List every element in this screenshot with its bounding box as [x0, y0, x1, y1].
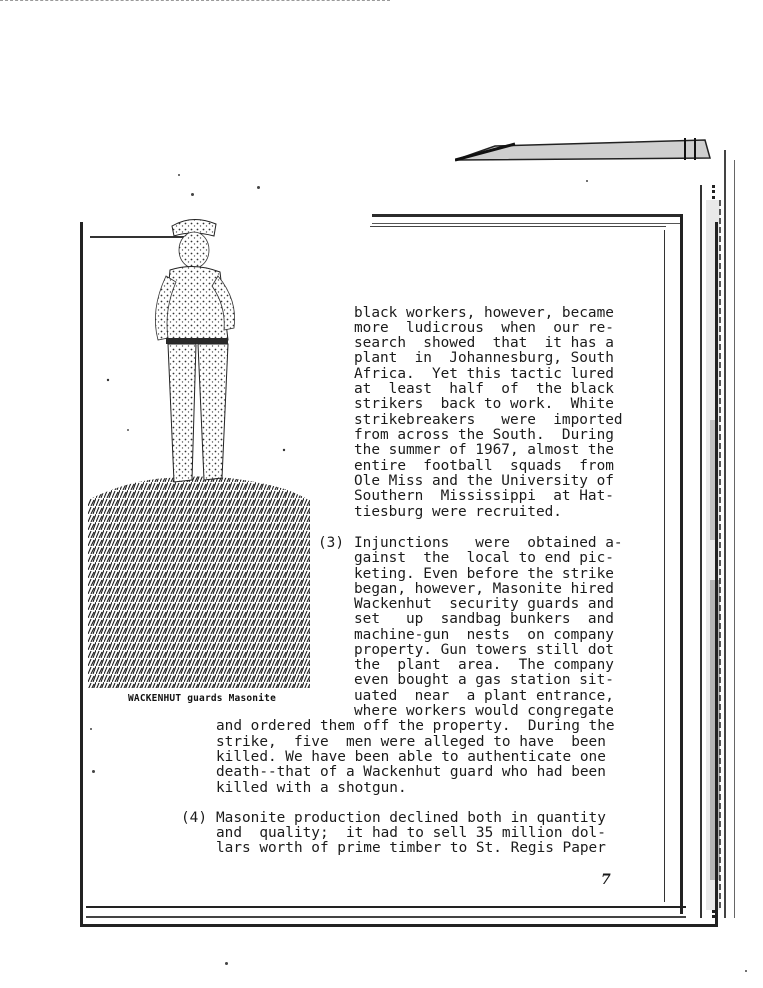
text-line: gainst the local to end pic-	[354, 550, 614, 566]
inner-page-top-rule-2	[370, 226, 666, 227]
photocopy-speck	[178, 174, 180, 176]
text-line: plant in Johannesburg, South	[354, 350, 614, 366]
text-line: entire football squads from	[354, 458, 614, 474]
text-line: keting. Even before the strike	[354, 566, 614, 582]
text-line: lars worth of prime timber to St. Regis Paper	[216, 840, 606, 856]
text-line: from across the South. During	[354, 427, 614, 443]
text-line: began, however, Masonite hired	[354, 581, 614, 597]
stack-edge-4	[734, 160, 735, 918]
photocopy-speck	[257, 186, 260, 189]
text-line: Africa. Yet this tactic lured	[354, 366, 614, 382]
guard-photograph	[88, 210, 310, 688]
page-stack-top-wedge	[455, 136, 715, 162]
text-line: strikers back to work. White	[354, 396, 614, 412]
photocopy-speck	[586, 180, 588, 182]
text-line: the summer of 1967, almost the	[354, 442, 614, 458]
text-line: black workers, however, became	[354, 305, 614, 321]
text-line: tiesburg were recruited.	[354, 504, 562, 520]
inner-page-bottom-rule	[86, 906, 686, 918]
inner-page-top-rule	[372, 214, 682, 224]
photocopy-speck	[92, 770, 95, 773]
text-line: at least half of the black	[354, 381, 614, 397]
text-line: set up sandbag bunkers and	[354, 611, 614, 627]
text-line: the plant area. The company	[354, 657, 614, 673]
text-line: Ole Miss and the University of	[354, 473, 614, 489]
text-line: and ordered them off the property. During the	[216, 718, 615, 734]
text-line: machine-gun nests on company	[354, 627, 614, 643]
list-marker: (3)	[318, 535, 344, 551]
photo-caption: WACKENHUT guards Masonite	[128, 693, 276, 704]
inner-page-right-rule	[680, 214, 683, 914]
text-line: property. Gun towers still dot	[354, 642, 614, 658]
text-line: death--that of a Wackenhut guard who had been	[216, 764, 606, 780]
text-line: Injunctions were obtained a-	[354, 535, 623, 551]
photocopy-speck	[191, 193, 194, 196]
text-line: uated near a plant entrance,	[354, 688, 614, 704]
photocopy-speck	[745, 970, 747, 972]
top-dashed-rule	[0, 0, 390, 1]
text-line: killed. We have been able to authenticate one	[216, 749, 606, 765]
text-line: strike, five men were alleged to have been	[216, 734, 606, 750]
text-line: killed with a shotgun.	[216, 780, 407, 796]
page-number: 7	[601, 872, 611, 888]
text-line: Masonite production declined both in quantity	[216, 810, 606, 826]
list-marker: (4)	[181, 810, 207, 826]
text-line: even bought a gas station sit-	[354, 672, 614, 688]
text-line: and quality; it had to sell 35 million dol-	[216, 825, 606, 841]
inner-page-right-rule-2	[664, 230, 665, 902]
text-line: Wackenhut security guards and	[354, 596, 614, 612]
photocopy-speck	[225, 962, 228, 965]
text-line: more ludicrous when our re-	[354, 320, 614, 336]
text-line: where workers would congregate	[354, 703, 614, 719]
text-line: strikebreakers were imported	[354, 412, 623, 428]
photocopy-speck	[90, 728, 92, 730]
text-line: search showed that it has a	[354, 335, 614, 351]
text-line: Southern Mississippi at Hat-	[354, 488, 614, 504]
